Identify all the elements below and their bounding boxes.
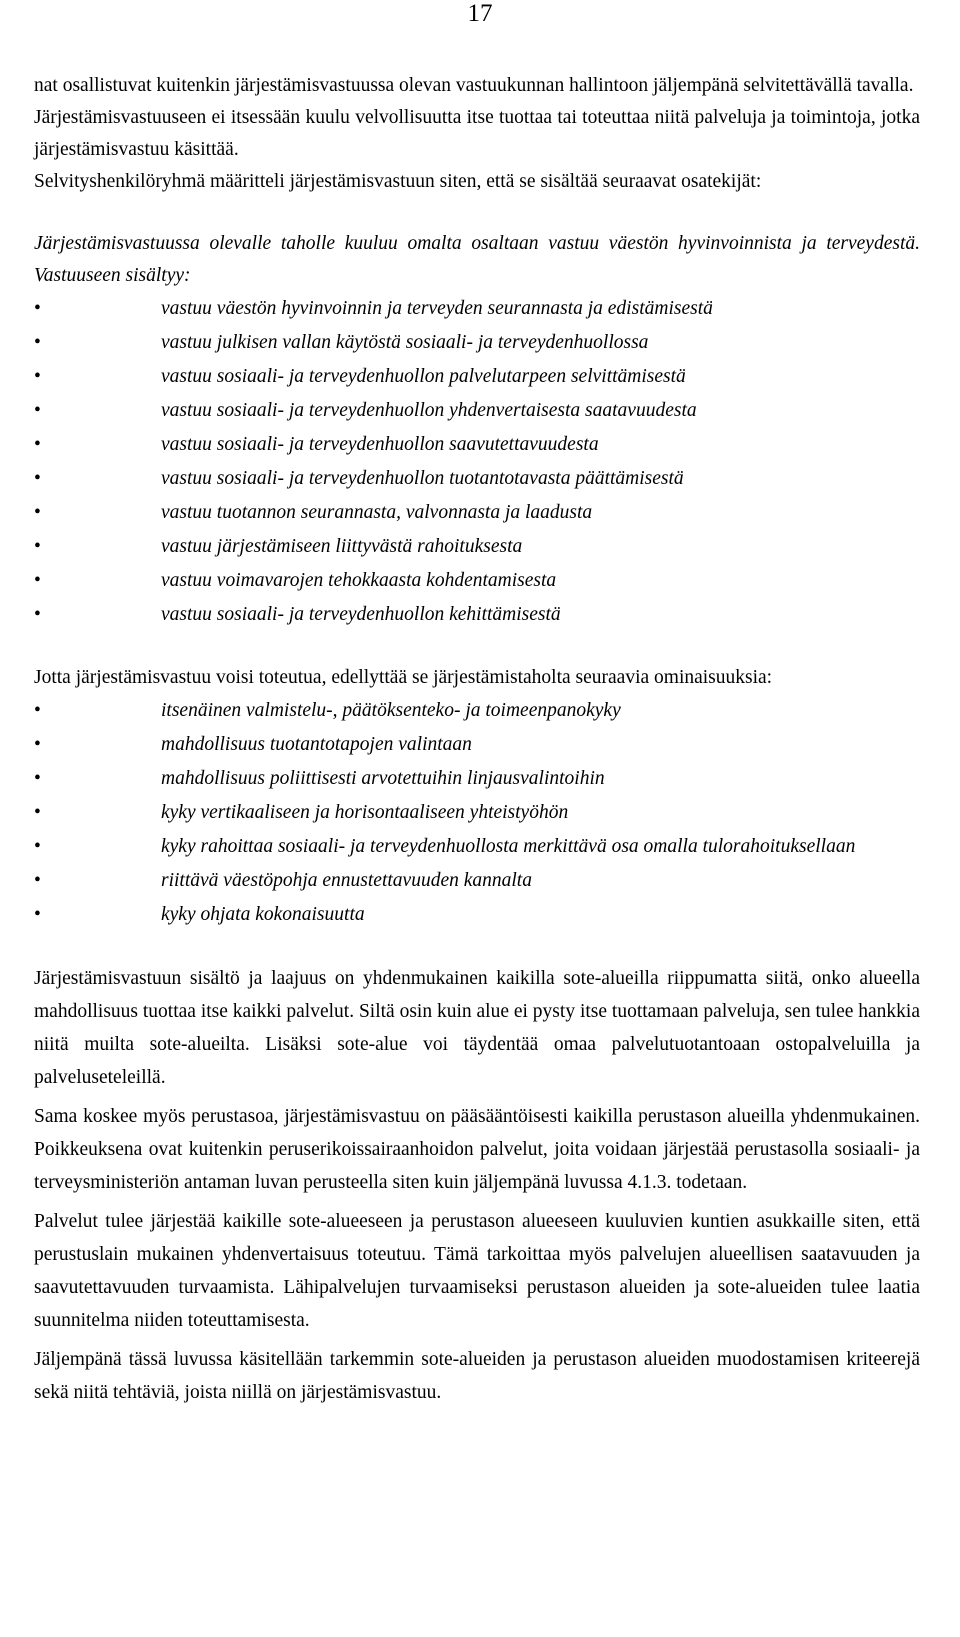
responsibility-list (34, 292, 920, 632)
bullet-icon: • (34, 332, 41, 353)
bullet-icon: • (34, 604, 41, 625)
intro-paragraph-3: Selvityshenkilöryhmä määritteli järjestämisvastuun siten, että se sisältää seuraavat osatekijät: (34, 171, 762, 192)
page-content (34, 70, 920, 1415)
capabilities-section (34, 662, 920, 932)
body-paragraph-4: Jäljempänä tässä luvussa käsitellään tarkemmin sote-alueiden ja perustason alueiden muodostamisen kriteerejä sekä niitä tehtäviä, joista niillä on järjestämisvastuu. (34, 1349, 920, 1403)
bullet-icon: • (34, 768, 41, 789)
list-item (34, 564, 920, 598)
bullet-icon: • (34, 700, 41, 721)
list-item-text: vastuu sosiaali- ja terveydenhuollon palvelutarpeen selvittämisestä (161, 366, 686, 387)
list-item-text: kyky ohjata kokonaisuutta (161, 904, 365, 925)
list-item-text: vastuu julkisen vallan käytöstä sosiaali- ja terveydenhuollossa (161, 332, 649, 353)
list-item-text: mahdollisuus tuotantotapojen valintaan (161, 734, 472, 755)
list-item-text: vastuu sosiaali- ja terveydenhuollon yhdenvertaisesta saatavuudesta (161, 400, 697, 421)
list-item (34, 762, 920, 796)
responsibility-section (34, 228, 920, 632)
bullet-icon: • (34, 298, 41, 319)
list-item (34, 864, 920, 898)
body-paragraph-1: Järjestämisvastuun sisältö ja laajuus on yhdenmukainen kaikilla sote-alueilla riippumatta siitä, onko alueella mahdollisuus tuottaa itse kaikki palvelut. Siltä osin kuin alue ei pysty itse tuottamaan palveluja, sen tulee hankkia niitä muilta sote-alueilta. Lisäksi sote-alue voi täydentää omaa palvelutuotantoaan ostopalveluilla ja palveluseteleillä. (34, 968, 920, 1088)
bullet-icon: • (34, 904, 41, 925)
list-item (34, 496, 920, 530)
list-item-text: vastuu sosiaali- ja terveydenhuollon saavutettavuudesta (161, 434, 599, 455)
list-item (34, 462, 920, 496)
intro-paragraph-2: Järjestämisvastuuseen ei itsessään kuulu velvollisuutta itse tuottaa tai toteuttaa niitä palveluja ja toimintoja, jotka järjestämisvastuu käsittää. (34, 107, 920, 160)
list-item (34, 394, 920, 428)
list-item (34, 898, 920, 932)
capabilities-lead: Jotta järjestämisvastuu voisi toteutua, edellyttää se järjestämistaholta seuraavia ominaisuuksia: (34, 667, 773, 688)
list-item (34, 326, 920, 360)
list-item-text: vastuu tuotannon seurannasta, valvonnasta ja laadusta (161, 502, 593, 523)
bullet-icon: • (34, 468, 41, 489)
list-item (34, 360, 920, 394)
bullet-icon: • (34, 836, 41, 857)
list-item (34, 598, 920, 632)
list-item-text: itsenäinen valmistelu-, päätöksenteko- ja toimeenpanokyky (161, 700, 621, 721)
bullet-icon: • (34, 802, 41, 823)
intro-paragraph-1: nat osallistuvat kuitenkin järjestämisvastuussa olevan vastuukunnan hallintoon jäljempänä selvitettävällä tavalla. (34, 75, 914, 96)
responsibility-lead: Järjestämisvastuussa olevalle taholle kuuluu omalta osaltaan vastuu väestön hyvinvoinnista ja terveydestä. Vastuuseen sisältyy: (34, 233, 920, 286)
bullet-icon: • (34, 870, 41, 891)
list-item (34, 728, 920, 762)
bullet-icon: • (34, 734, 41, 755)
list-item (34, 428, 920, 462)
list-item-text: vastuu järjestämiseen liittyvästä rahoituksesta (161, 536, 523, 557)
list-item-text: riittävä väestöpohja ennustettavuuden kannalta (161, 870, 532, 891)
spacer (34, 932, 920, 962)
bullet-icon: • (34, 536, 41, 557)
body-paragraph-2: Sama koskee myös perustasoa, järjestämisvastuu on pääsääntöisesti kaikilla perustason alueilla yhdenmukainen. Poikkeuksena ovat kuitenkin peruserikoissairaanhoidon palvelut, joita voidaan järjestää perustasolla sosiaali- ja terveysministeriön antaman luvan perusteella siten kuin jäljempänä luvussa 4.1.3. todetaan. (34, 1106, 920, 1193)
intro-section (34, 70, 920, 198)
list-item-text: vastuu sosiaali- ja terveydenhuollon kehittämisestä (161, 604, 561, 625)
list-item-text: vastuu voimavarojen tehokkaasta kohdentamisesta (161, 570, 557, 591)
list-item-text: vastuu väestön hyvinvoinnin ja terveyden seurannasta ja edistämisestä (161, 298, 713, 319)
list-item (34, 694, 920, 728)
spacer (34, 198, 920, 228)
list-item-text: vastuu sosiaali- ja terveydenhuollon tuotantotavasta päättämisestä (161, 468, 684, 489)
list-item (34, 830, 920, 864)
body-paragraph-3: Palvelut tulee järjestää kaikille sote-alueeseen ja perustason alueeseen kuuluvien kuntien asukkaille siten, että perustuslain mukainen yhdenvertaisuus toteutuu. Tämä tarkoittaa myös palvelujen alueellisen saatavuuden ja saavutettavuuden turvaamista. Lähipalvelujen turvaamiseksi perustason alueiden ja sote-alueiden tulee laatia suunnitelma niiden toteuttamisesta. (34, 1211, 920, 1331)
bullet-icon: • (34, 570, 41, 591)
spacer (34, 632, 920, 662)
list-item-text: kyky vertikaaliseen ja horisontaaliseen yhteistyöhön (161, 802, 569, 823)
list-item (34, 796, 920, 830)
page-number: 17 (467, 0, 493, 27)
body-section (34, 962, 920, 1409)
list-item-text: mahdollisuus poliittisesti arvotettuihin linjausvalintoihin (161, 768, 605, 789)
capabilities-list (34, 694, 920, 932)
list-item (34, 530, 920, 564)
bullet-icon: • (34, 400, 41, 421)
bullet-icon: • (34, 434, 41, 455)
bullet-icon: • (34, 502, 41, 523)
bullet-icon: • (34, 366, 41, 387)
list-item-text: kyky rahoittaa sosiaali- ja terveydenhuollosta merkittävä osa omalla tulorahoituksellaan (161, 836, 856, 857)
list-item (34, 292, 920, 326)
